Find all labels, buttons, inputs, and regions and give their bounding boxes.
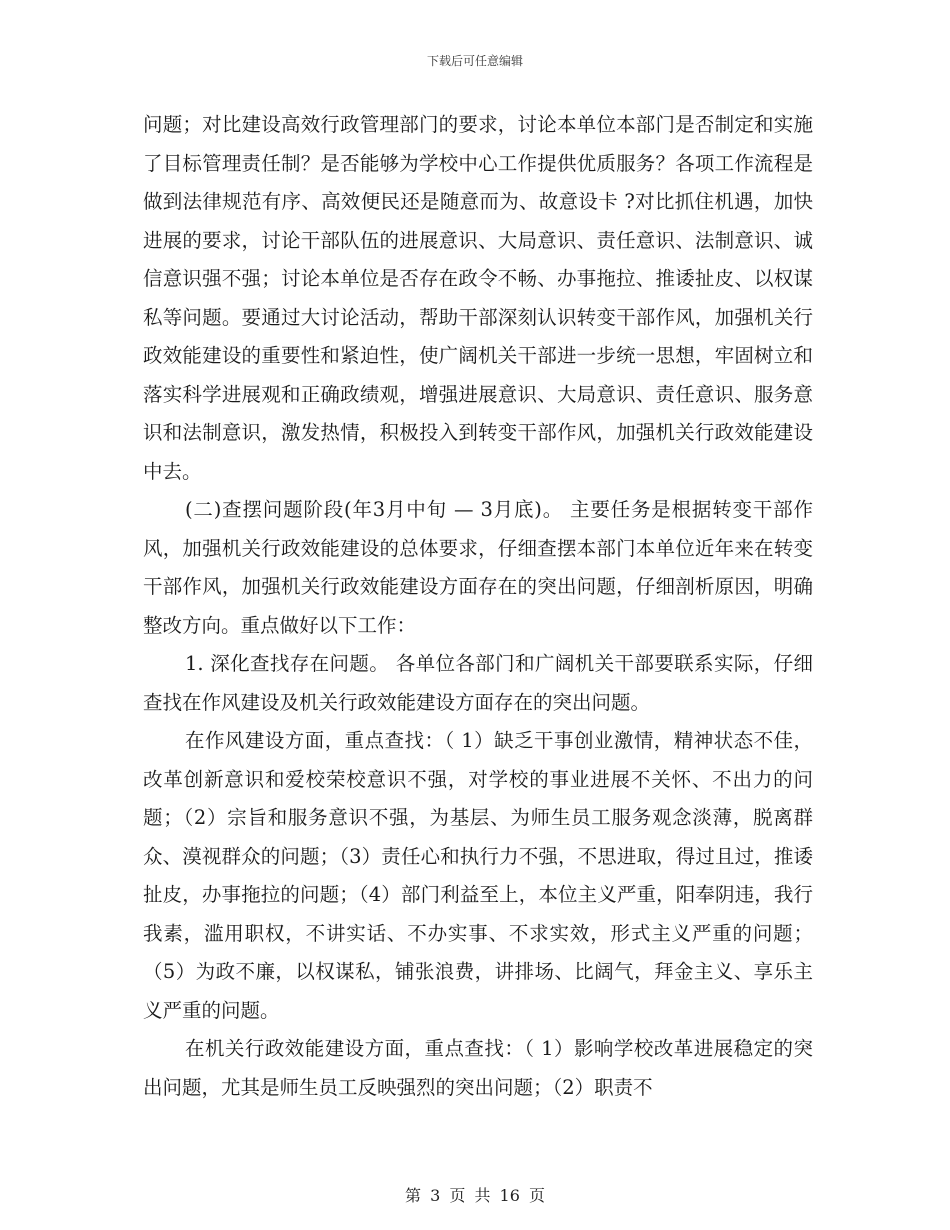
paragraph: 在机关行政效能建设方面，重点查找：（ 1）影响学校改革进展稳定的突出问题，尤其是师生员工反映强烈的突出问题；（2）职责不 bbox=[143, 1037, 813, 1099]
paragraph: 问题；对比建设高效行政管理部门的要求，讨论本单位本部门是否制定和实施了目标管理责任制？是否能够为学校中心工作提供优质服务？各项工作流程是做到法律规范有序、高效便民还是随意而为、故意设卡 ?对比抓住机遇，加快进展的要求，讨论干部队伍的进展意识、大局意识、责任意识、法制意识、诚信意识强不强；讨论本单位是否存在政令不畅、办事拖拉、推诿扯皮、以权谋私等问题。要通过大讨论活动，帮助干部深刻认识转变干部作风，加强机关行政效能建设的重要性和紧迫性，使广阔机关干部进一步统一思想，牢固树立和落实科学进展观和正确政绩观，增强进展意识、大局意识、责任意识、服务意识和法制意识，激发热情，积极投入到转变干部作风，加强机关行政效能建设中去。 bbox=[143, 113, 813, 483]
page-header: 下载后可任意编辑 bbox=[426, 54, 523, 68]
document-body bbox=[143, 106, 813, 1107]
paragraph: 1. 深化查找存在问题。 各单位各部门和广阔机关干部要联系实际，仔细查找在作风建设及机关行政效能建设方面存在的突出问题。 bbox=[143, 652, 813, 714]
paragraph: (二)查摆问题阶段(年3月中旬 — 3月底)。 主要任务是根据转变干部作风，加强机关行政效能建设的总体要求，仔细查摆本部门本单位近年来在转变干部作风，加强机关行政效能建设方面存在的突出问题，仔细剖析原因，明确整改方向。重点做好以下工作： bbox=[143, 498, 813, 637]
paragraph: 在作风建设方面，重点查找：（ 1）缺乏干事创业激情，精神状态不佳，改革创新意识和爱校荣校意识不强，对学校的事业进展不关怀、不出力的问题；（2）宗旨和服务意识不强，为基层、为师生员工服务观念淡薄，脱离群众、漠视群众的问题；（3）责任心和执行力不强，不思进取，得过且过，推诿扯皮，办事拖拉的问题；（4）部门利益至上，本位主义严重，阳奉阴违，我行我素，滥用职权，不讲实话、不办实事、不求实效，形式主义严重的问题；（5）为政不廉，以权谋私，铺张浪费，讲排场、比阔气，拜金主义、享乐主义严重的问题。 bbox=[143, 729, 813, 1022]
page-footer: 第 3 页 共 16 页 bbox=[405, 1186, 545, 1205]
